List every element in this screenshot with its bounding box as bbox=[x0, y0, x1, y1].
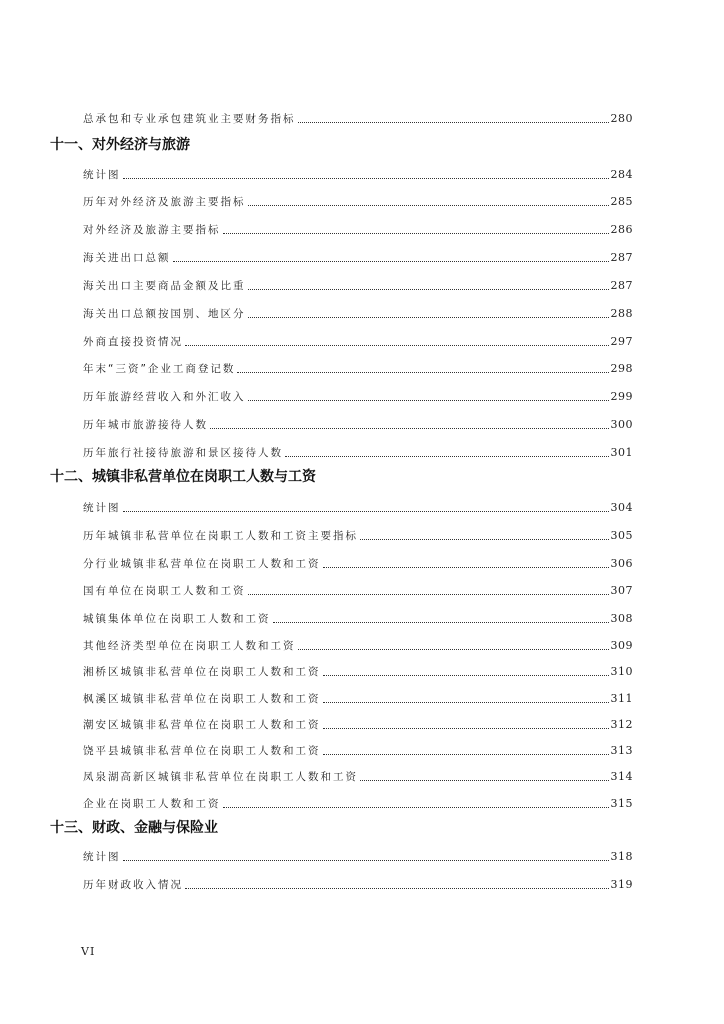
dot-leader bbox=[248, 317, 609, 318]
toc-entry-page-number: 319 bbox=[610, 878, 633, 891]
toc-entry-page-number: 298 bbox=[610, 362, 633, 375]
toc-entry-page-number: 300 bbox=[610, 418, 633, 431]
toc-entry-title: 凤泉湖高新区城镇非私营单位在岗职工人数和工资 bbox=[83, 771, 358, 783]
dot-leader bbox=[223, 807, 609, 808]
toc-entry-title: 海关出口主要商品金额及比重 bbox=[83, 280, 246, 292]
dot-leader bbox=[323, 702, 609, 703]
page-folio: VI bbox=[81, 945, 96, 958]
toc-entry[interactable] bbox=[83, 742, 633, 758]
toc-entry[interactable] bbox=[83, 193, 633, 209]
toc-entry[interactable] bbox=[83, 637, 633, 653]
toc-entry-title: 对外经济及旅游主要指标 bbox=[83, 224, 221, 236]
dot-leader bbox=[323, 567, 609, 568]
toc-entry[interactable] bbox=[83, 848, 633, 864]
section-heading: 十二、城镇非私营单位在岗职工人数与工资 bbox=[50, 469, 316, 485]
dot-leader bbox=[210, 428, 609, 429]
dot-leader bbox=[185, 888, 609, 889]
toc-entry-title: 历年城镇非私营单位在岗职工人数和工资主要指标 bbox=[83, 530, 358, 542]
toc-entry-page-number: 287 bbox=[610, 251, 633, 264]
toc-entry[interactable] bbox=[83, 582, 633, 598]
toc-entry-title: 统计图 bbox=[83, 502, 121, 514]
toc-entry-page-number: 315 bbox=[610, 797, 633, 810]
dot-leader bbox=[173, 261, 609, 262]
toc-entry-title: 国有单位在岗职工人数和工资 bbox=[83, 585, 246, 597]
toc-entry[interactable] bbox=[83, 249, 633, 265]
dot-leader bbox=[248, 400, 609, 401]
toc-entry-page-number: 304 bbox=[610, 501, 633, 514]
toc-entry-page-number: 311 bbox=[610, 692, 633, 705]
toc-entry[interactable] bbox=[83, 221, 633, 237]
toc-entry-page-number: 285 bbox=[610, 195, 633, 208]
dot-leader bbox=[185, 345, 609, 346]
dot-leader bbox=[360, 780, 609, 781]
toc-entry[interactable] bbox=[83, 166, 633, 182]
toc-entry[interactable] bbox=[83, 110, 633, 126]
toc-entry[interactable] bbox=[83, 444, 633, 460]
dot-leader bbox=[285, 456, 609, 457]
toc-entry-title: 其他经济类型单位在岗职工人数和工资 bbox=[83, 640, 296, 652]
toc-entry[interactable] bbox=[83, 555, 633, 571]
toc-entry[interactable] bbox=[83, 416, 633, 432]
toc-entry-page-number: 314 bbox=[610, 770, 633, 783]
toc-entry-page-number: 297 bbox=[610, 335, 633, 348]
toc-entry-title: 年末“三资”企业工商登记数 bbox=[83, 363, 236, 375]
toc-entry[interactable] bbox=[83, 876, 633, 892]
dot-leader bbox=[237, 372, 608, 373]
section-heading: 十三、财政、金融与保险业 bbox=[50, 820, 218, 836]
dot-leader bbox=[360, 539, 609, 540]
dot-leader bbox=[248, 205, 609, 206]
toc-entry[interactable] bbox=[83, 610, 633, 626]
dot-leader bbox=[248, 289, 609, 290]
toc-entry-title: 湘桥区城镇非私营单位在岗职工人数和工资 bbox=[83, 666, 321, 678]
toc-entry[interactable] bbox=[83, 499, 633, 515]
toc-entry[interactable] bbox=[83, 333, 633, 349]
toc-entry-title: 饶平县城镇非私营单位在岗职工人数和工资 bbox=[83, 745, 321, 757]
dot-leader bbox=[123, 511, 609, 512]
dot-leader bbox=[298, 122, 609, 123]
toc-entry[interactable] bbox=[83, 527, 633, 543]
dot-leader bbox=[323, 675, 609, 676]
section-heading: 十一、对外经济与旅游 bbox=[50, 137, 190, 153]
toc-entry-title: 历年旅行社接待旅游和景区接待人数 bbox=[83, 447, 283, 459]
toc-entry-page-number: 313 bbox=[610, 744, 633, 757]
toc-entry-page-number: 308 bbox=[610, 612, 633, 625]
toc-entry-title: 外商直接投资情况 bbox=[83, 336, 183, 348]
dot-leader bbox=[323, 728, 609, 729]
toc-entry-title: 统计图 bbox=[83, 169, 121, 181]
toc-entry-title: 历年城市旅游接待人数 bbox=[83, 419, 208, 431]
toc-entry-title: 分行业城镇非私营单位在岗职工人数和工资 bbox=[83, 558, 321, 570]
toc-entry[interactable] bbox=[83, 768, 633, 784]
toc-entry-title: 历年财政收入情况 bbox=[83, 879, 183, 891]
dot-leader bbox=[298, 649, 609, 650]
toc-entry[interactable] bbox=[83, 305, 633, 321]
toc-entry-title: 总承包和专业承包建筑业主要财务指标 bbox=[83, 113, 296, 125]
toc-entry[interactable] bbox=[83, 360, 633, 376]
toc-entry-title: 历年旅游经营收入和外汇收入 bbox=[83, 391, 246, 403]
toc-entry[interactable] bbox=[83, 716, 633, 732]
toc-entry[interactable] bbox=[83, 690, 633, 706]
toc-entry-page-number: 301 bbox=[610, 446, 633, 459]
dot-leader bbox=[323, 754, 609, 755]
toc-entry-page-number: 288 bbox=[610, 307, 633, 320]
toc-entry-title: 历年对外经济及旅游主要指标 bbox=[83, 196, 246, 208]
toc-entry-page-number: 284 bbox=[610, 168, 633, 181]
toc-entry-page-number: 306 bbox=[610, 557, 633, 570]
toc-entry-page-number: 310 bbox=[610, 665, 633, 678]
toc-entry-page-number: 286 bbox=[610, 223, 633, 236]
toc-entry-page-number: 280 bbox=[610, 112, 633, 125]
dot-leader bbox=[123, 860, 609, 861]
dot-leader bbox=[273, 622, 609, 623]
toc-entry-title: 海关出口总额按国别、地区分 bbox=[83, 308, 246, 320]
toc-entry-page-number: 312 bbox=[610, 718, 633, 731]
toc-entry-title: 城镇集体单位在岗职工人数和工资 bbox=[83, 613, 271, 625]
toc-entry-page-number: 305 bbox=[610, 529, 633, 542]
toc-entry-page-number: 299 bbox=[610, 390, 633, 403]
toc-entry-page-number: 318 bbox=[610, 850, 633, 863]
toc-entry-title: 企业在岗职工人数和工资 bbox=[83, 798, 221, 810]
toc-entry-title: 海关进出口总额 bbox=[83, 252, 171, 264]
toc-entry-page-number: 309 bbox=[610, 639, 633, 652]
toc-entry-page-number: 287 bbox=[610, 279, 633, 292]
dot-leader bbox=[223, 233, 609, 234]
dot-leader bbox=[248, 594, 609, 595]
dot-leader bbox=[123, 178, 609, 179]
toc-entry-title: 枫溪区城镇非私营单位在岗职工人数和工资 bbox=[83, 693, 321, 705]
toc-entry-title: 统计图 bbox=[83, 851, 121, 863]
toc-entry-page-number: 307 bbox=[610, 584, 633, 597]
toc-entry[interactable] bbox=[83, 795, 633, 811]
toc-entry[interactable] bbox=[83, 388, 633, 404]
toc-entry-title: 潮安区城镇非私营单位在岗职工人数和工资 bbox=[83, 719, 321, 731]
toc-entry[interactable] bbox=[83, 277, 633, 293]
toc-entry[interactable] bbox=[83, 663, 633, 679]
